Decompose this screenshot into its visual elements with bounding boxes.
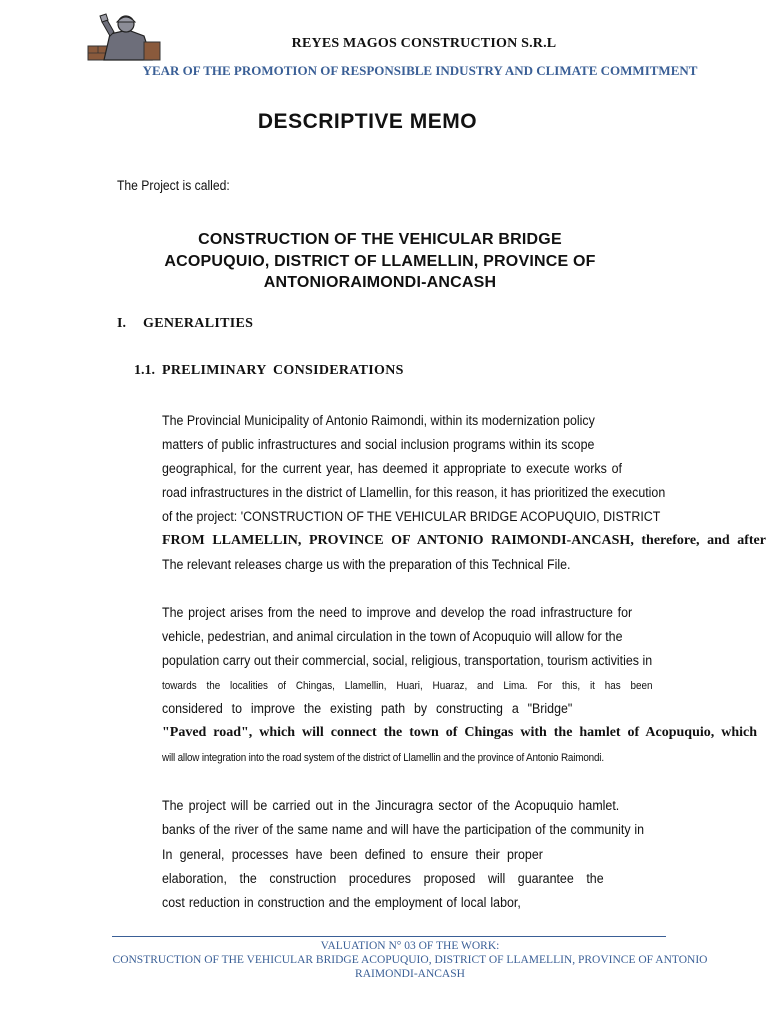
footer-line: VALUATION N° 03 OF THE WORK: (320, 940, 500, 952)
project-name (120, 229, 640, 294)
paragraph-line: The relevant releases charge us with the preparation of this Technical File. (162, 557, 571, 572)
year-motto: YEAR OF THE PROMOTION OF RESPONSIBLE INDUSTRY AND CLIMATE COMMITMENT (142, 63, 698, 78)
footer-line: RAIMONDI-ANCASH (355, 968, 465, 980)
paragraph-line: vehicle, pedestrian, and animal circulation in the town of Acopuquio will allow for the (162, 629, 623, 644)
paragraph-line: geographical, for the current year, has deemed it appropriate to execute works of (162, 461, 622, 476)
project-name-line: ANTONIORAIMONDI-ANCASH (263, 274, 497, 291)
paragraph-line: The project will be carried out in the Jincuragra sector of the Acopuquio hamlet. (162, 798, 620, 813)
paragraph-line: The project arises from the need to improve and develop the road infrastructure for (162, 605, 633, 620)
paragraph-line: matters of public infrastructures and social inclusion programs within its scope (162, 437, 595, 452)
paragraph-line: cost reduction in construction and the employment of local labor, (162, 895, 521, 910)
paragraph-line: In general, processes have been defined to ensure their proper (162, 847, 543, 862)
project-name-line: CONSTRUCTION OF THE VEHICULAR BRIDGE (198, 231, 562, 248)
paragraph-line: will allow integration into the road system of the district of Llamellin and the province of Antonio Raimondi. (162, 752, 604, 764)
company-name: REYES MAGOS CONSTRUCTION S.R.L (291, 36, 557, 51)
paragraph-line: "Paved road", which will connect the town of Chingas with the hamlet of Acopuquio, which (162, 725, 757, 740)
footer-line: CONSTRUCTION OF THE VEHICULAR BRIDGE ACOPUQUIO, DISTRICT OF LLAMELLIN, PROVINCE OF ANTONIO (112, 954, 708, 966)
project-intro: The Project is called: (117, 178, 230, 193)
subsection-title: PRELIMINARY CONSIDERATIONS (162, 363, 404, 378)
project-name-line: ACOPUQUIO, DISTRICT OF LLAMELLIN, PROVINCE OF (164, 252, 596, 270)
subsection-number: 1.1. (134, 363, 155, 378)
paragraph-line: road infrastructures in the district of Llamellin, for this reason, it has prioritized the execution (162, 485, 666, 500)
paragraph-line: considered to improve the existing path by constructing a "Bridge" (162, 701, 573, 716)
paragraph-line: population carry out their commercial, social, religious, transportation, tourism activities in (162, 653, 653, 668)
paragraph-line: towards the localities of Chingas, Llamellin, Huari, Huaraz, and Lima. For this, it has been (162, 680, 653, 692)
document-title: DESCRIPTIVE MEMO (257, 110, 478, 133)
page-footer (100, 939, 720, 981)
paragraph-line: of the project: 'CONSTRUCTION OF THE VEHICULAR BRIDGE ACOPUQUIO, DISTRICT (162, 509, 661, 524)
paragraph-line: FROM LLAMELLIN, PROVINCE OF ANTONIO RAIMONDI-ANCASH, therefore, and after (162, 533, 766, 548)
footer-divider (112, 936, 666, 937)
section-number: I. (117, 316, 126, 331)
paragraph-line: The Provincial Municipality of Antonio Raimondi, within its modernization policy (162, 413, 595, 428)
paragraph-line: banks of the river of the same name and will have the participation of the community in (162, 822, 645, 837)
section-title: GENERALITIES (143, 316, 254, 331)
paragraph-line: elaboration, the construction procedures proposed will guarantee the (162, 871, 604, 886)
